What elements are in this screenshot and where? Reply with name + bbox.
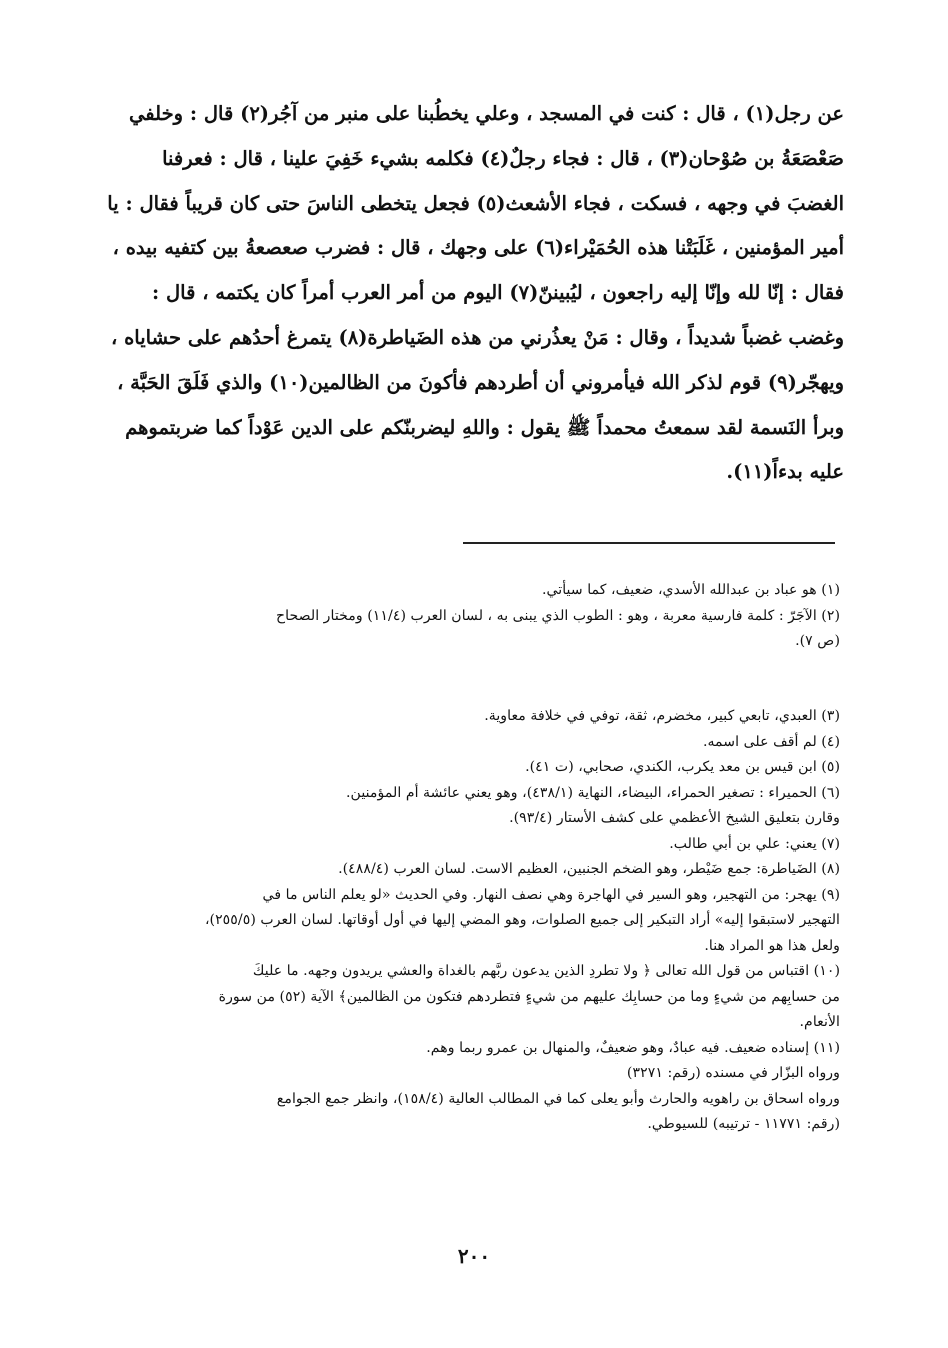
main-text-body (86, 92, 844, 495)
footnote-line: (١١) إسناده ضعيف. فيه عبادٌ، وهو ضعيفٌ، والمنهال بن عمرو ربما وهم. (426, 1039, 840, 1056)
main-text-line: أمير المؤمنين ، غَلَبَتْنا هذه الحُمَيْراء(٦) على وجهك ، قال : فضرب صعصعةُ بين كتفيه بيده ، (112, 236, 844, 260)
main-text-line: عن رجل(١) ، قال : كنت في المسجد ، وعلي يخطُبنا على منبر من آجُر(٢) قال : وخلفي (129, 102, 844, 125)
footnote-divider (463, 542, 835, 544)
footnote-line: الأنعام. (799, 1014, 840, 1030)
main-text-line: صَعْصَعَةُ بن صُوْحان(٣) ، قال : فجاء رجلٌ(٤) فكلمه بشيء خَفِيَ علينا ، قال : فعرفنا (162, 146, 844, 170)
main-text-line: فقال : إنّا لله وإنّا إليه راجعون ، ليُبيننّ(٧) اليوم من أمر العرب أمراً كان يكتمه ، قال : (152, 281, 844, 305)
footnote-line: ولعل هذا هو المراد هنا. (704, 937, 840, 954)
footnote-line: ورواه اسحاق بن راهويه والحارث وأبو يعلى كما في المطالب العالية (١٥٨/٤)، وانظر جمع الجوامع (276, 1090, 840, 1107)
main-text-line: عليه بدءاً(١١). (726, 460, 844, 484)
footnotes-block-2 (70, 704, 840, 1138)
footnotes-block-1 (70, 578, 840, 655)
footnote-line: (٦) الحميراء : تصغير الحمراء، البيضاء، النهاية (٤٣٨/١)، وهو يعني عائشة أم المؤمنين. (346, 784, 840, 801)
footnote-line: (٣) العبدي، تابعي كبير، مخضرم، ثقة، توفي في خلافة معاوية. (484, 708, 840, 724)
footnote-line: التهجير لاستبقوا إليه» أراد التبكير إلى جميع الصلوات، وهو المضي إليها في أول أوقاتها. لسان العرب (٢٥٥/٥)، (204, 912, 840, 928)
footnote-line: (رقم: ١١٧٧١ - ترتيبه) للسيوطي. (647, 1116, 840, 1132)
footnote-line: ورواه البزّار في مسنده (رقم: ٣٢٧١) (626, 1065, 840, 1081)
footnote-line: (٧) يعني: علي بن أبي طالب. (669, 835, 840, 852)
footnote-line: من حسابِهم من شيءٍ وما من حسابِك عليهم من شيءٍ فتطردهم فتكون من الظالمين﴾ الآية (٥٢) من سورة (218, 988, 840, 1005)
page-number: ٢٠٠ (457, 1244, 491, 1268)
main-text-line: وغضب غضباً شديداً ، وقال : مَنْ يعذُرني من هذه الضَياطرة(٨) يتمرغ أحدُهم على حشاياه ، (110, 325, 844, 349)
footnote-line: (١٠) اقتباس من قول الله تعالى ﴿ ولا تطردِ الذين يدعون ربَّهم بالغداة والعشي يريدون وجهه. ما عليكَ (252, 963, 840, 979)
main-text-line: ويهجّر(٩) قوم لذكر الله فيأمروني أن أطردهم فأكونَ من الظالمين(١٠) والذي فَلَقَ الحَبَّة ، (117, 370, 844, 394)
footnote-line: وقارن بتعليق الشيخ الأعظمي على كشف الأستار (٩٣/٤). (509, 810, 840, 826)
footnote-line: (٨) الضَياطرة: جمع ضَيْطر، وهو الضخم الجنبين، العظيم الاست. لسان العرب (٤٨٨/٤). (338, 861, 840, 877)
main-text-line: الغضبَ في وجهه ، فسكت ، فجاء الأشعث(٥) فجعل يتخطى الناسَ حتى كان قريباً فقال : يا (107, 191, 844, 215)
footnote-line: (٥) ابن قيس بن معد يكرب، الكندي، صحابي، (ت ٤١). (525, 759, 840, 775)
footnote-line: (ص ٧). (795, 633, 840, 649)
footnote-line: (٩) يهجر: من التهجير، وهو السير في الهاجرة وهي نصف النهار. وفي الحديث «لو يعلم الناس ما في (262, 886, 840, 903)
footnote-line: (١) هو عباد بن عبدالله الأسدي، ضعيف، كما سيأتي. (541, 582, 840, 598)
footnote-line: (٤) لم أقف على اسمه. (702, 733, 840, 750)
main-text-line: وبرأ النَسمة لقد سمعتُ محمداً ﷺ يقول : واللهِ ليضربنّكم على الدين عَوْداً كما ضربتموهم (125, 415, 844, 439)
footnote-line: (٢) الآجَرّ : كلمة فارسية معربة ، وهو : الطوب الذي يبنى به ، لسان العرب (١١/٤) ومختار الصحاح (275, 607, 840, 624)
